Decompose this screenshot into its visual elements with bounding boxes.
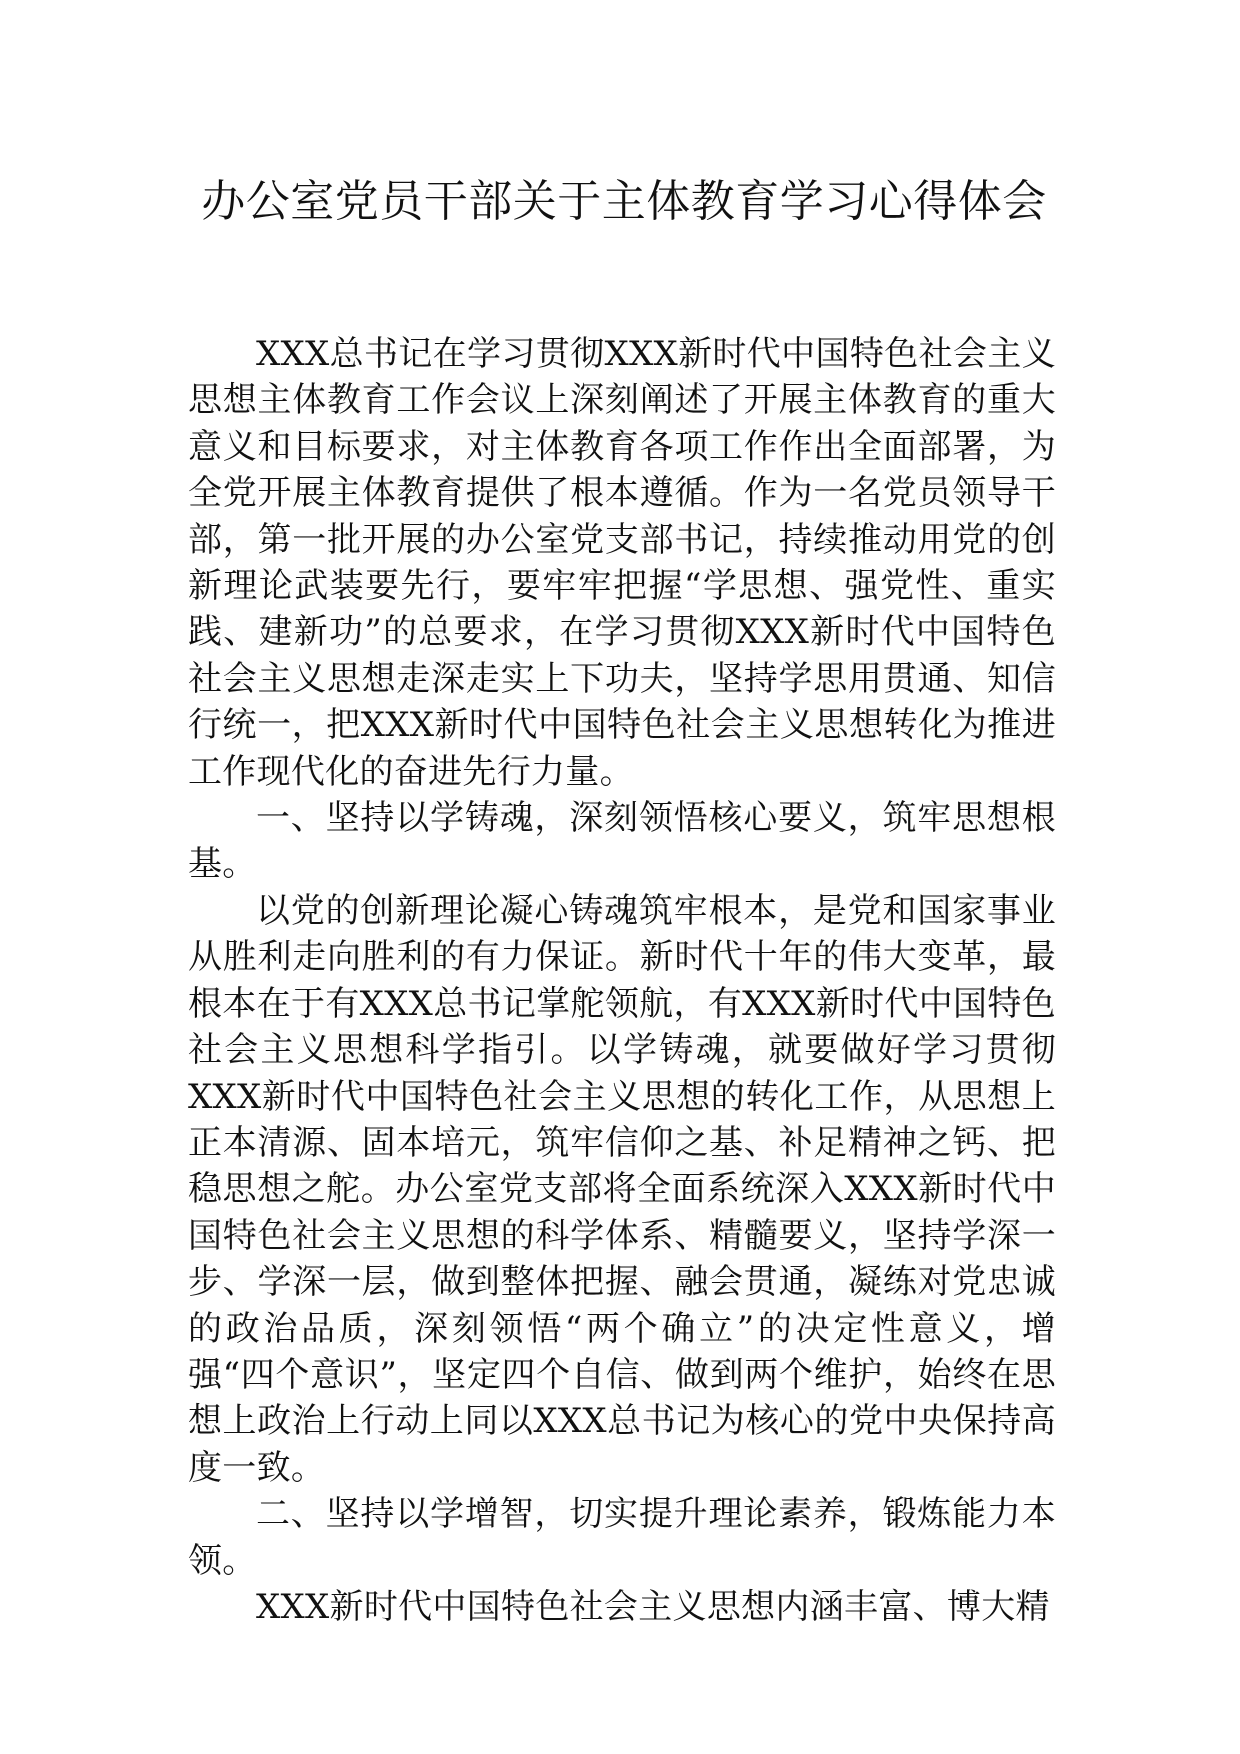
document-title: 办公室党员干部关于主体教育学习心得体会 [201, 176, 1047, 227]
paragraph-section-2: XXX新时代中国特色社会主义思想内涵丰富、博大精 [256, 1586, 1050, 1627]
paragraph-intro: XXX总书记在学习贯彻XXX新时代中国特色社会主义思想主体教育工作会议上深刻阐述了开展主体教育的重大意义和目标要求，对主体教育各项工作作出全面部署，为全党开展主体教育提供了根本遵循。作为一名党员领导干部，第一批开展的办公室党支部书记，持续推动用党的创新理论武装要先行，要牢牢把握“学思想、强党性、重实践、建新功”的总要求，在学习贯彻XXX新时代中国特色社会主义思想走深走实上下功夫，坚持学思用贯通、知信行统一，把XXX新时代中国特色社会主义思想转化为推进工作现代化的奋进先行力量。 [188, 334, 1056, 792]
section-heading-2: 二、坚持以学增智，切实提升理论素养，锻炼能力本领。 [188, 1494, 1056, 1581]
document-body [188, 331, 1056, 1630]
paragraph-section-1: 以党的创新理论凝心铸魂筑牢根本，是党和国家事业从胜利走向胜利的有力保证。新时代十年的伟大变革，最根本在于有XXX总书记掌舵领航，有XXX新时代中国特色社会主义思想科学指引。以学铸魂，就要做好学习贯彻XXX新时代中国特色社会主义思想的转化工作，从思想上正本清源、固本培元，筑牢信仰之基、补足精神之钙、把稳思想之舵。办公室党支部将全面系统深入XXX新时代中国特色社会主义思想的科学体系、精髓要义，坚持学深一步、学深一层，做到整体把握、融会贯通，凝练对党忠诚的政治品质，深刻领悟“两个确立”的决定性意义，增强“四个意识”，坚定四个自信、做到两个维护，始终在思想上政治上行动上同以XXX总书记为核心的党中央保持高度一致。 [188, 890, 1056, 1488]
section-heading-1: 一、坚持以学铸魂，深刻领悟核心要义，筑牢思想根基。 [188, 798, 1056, 885]
